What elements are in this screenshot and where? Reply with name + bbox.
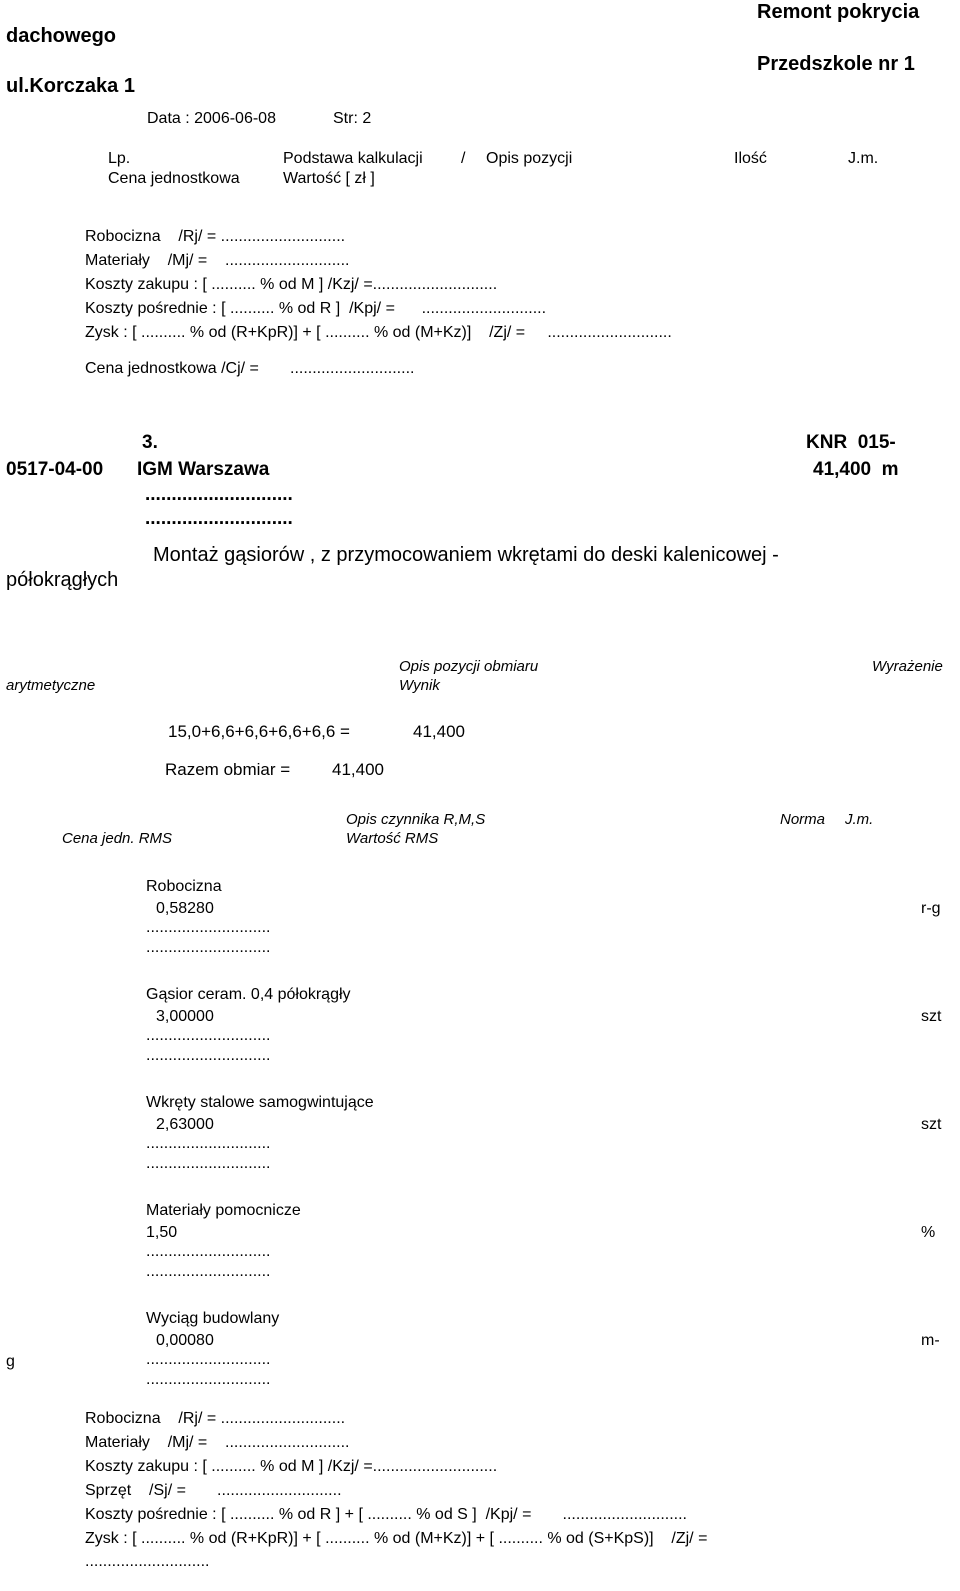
- summary-profit: Zysk : [ .......... % od (R+KpR)] + [ .......... % od (M+Kz)] /Zj/ = ............................: [85, 324, 672, 341]
- rms-item-value: ............................: [146, 1263, 271, 1280]
- measure-total-label: Razem obmiar =: [165, 760, 291, 779]
- rms-item-norm: 3,00000: [156, 1008, 214, 1025]
- rms-item-name: Robocizna: [146, 878, 222, 895]
- col-lp: Lp.: [108, 150, 131, 167]
- document-date: Data : 2006-06-08: [147, 110, 276, 127]
- measure-col-expression: Wyrażenie: [872, 658, 943, 675]
- rms-item-unit: szt: [921, 1008, 942, 1025]
- rms-item-value: ............................: [146, 939, 271, 956]
- col-unit-price: Cena jednostkowa: [108, 170, 240, 187]
- rms-item-unit: %: [921, 1224, 936, 1241]
- measure-col-arithmetic: arytmetyczne: [6, 677, 96, 694]
- measure-col-result: Wynik: [399, 677, 440, 694]
- summary-profit-value: ............................: [85, 1553, 210, 1570]
- summary-profit: Zysk : [ .......... % od (R+KpR)] + [ .......... % od (M+Kz)] + [ .......... % od (S+KpS)] /Zj/ =: [85, 1530, 708, 1547]
- rms-item-unit-price: ............................: [146, 1135, 271, 1152]
- object-name: Przedszkole nr 1: [757, 53, 915, 75]
- measure-expression: 15,0+6,6+6,6+6,6+6,6 =: [168, 722, 350, 741]
- unit-price-line: Cena jednostkowa /Cj/ = ............................: [85, 360, 415, 377]
- rms-col-unit-price: Cena jedn. RMS: [62, 830, 173, 847]
- col-slash: /: [461, 150, 466, 167]
- rms-item-unit-wrap: g: [6, 1353, 15, 1370]
- rms-item-unit: m-: [921, 1332, 940, 1349]
- summary-equipment: Sprzęt /Sj/ = ............................: [85, 1482, 342, 1499]
- position-code: 0517-04-00: [6, 459, 104, 480]
- rms-item-unit: szt: [921, 1116, 942, 1133]
- summary-labor: Robocizna /Rj/ = ............................: [85, 1410, 346, 1427]
- rms-item-unit-price: ............................: [146, 1351, 271, 1368]
- rms-item-name: Materiały pomocnicze: [146, 1202, 301, 1219]
- measure-col-desc: Opis pozycji obmiaru: [399, 658, 539, 675]
- rms-col-unit: J.m.: [845, 811, 874, 828]
- measure-total-value: 41,400: [332, 760, 384, 779]
- summary-labor: Robocizna /Rj/ = ............................: [85, 228, 346, 245]
- investment-name: dachowego: [6, 25, 117, 47]
- investment-address: ul.Korczaka 1: [6, 75, 135, 97]
- position-dots-1: ............................: [145, 484, 293, 505]
- rms-item-unit: r-g: [921, 900, 941, 917]
- measure-expression-result: 41,400: [413, 722, 465, 741]
- rms-item-norm: 2,63000: [156, 1116, 214, 1133]
- rms-item-norm: 1,50: [146, 1224, 178, 1241]
- col-quantity: Ilość: [734, 150, 767, 167]
- rms-item-value: ............................: [146, 1155, 271, 1172]
- rms-item-unit-price: ............................: [146, 1027, 271, 1044]
- job-title: Remont pokrycia: [757, 1, 920, 23]
- rms-col-value: Wartość RMS: [346, 830, 439, 847]
- page-number: Str: 2: [333, 110, 372, 127]
- col-value: Wartość [ zł ]: [283, 170, 375, 187]
- position-dots-2: ............................: [145, 508, 293, 529]
- rms-col-norm: Norma: [780, 811, 826, 828]
- position-description-cont: półokrągłych: [6, 569, 119, 591]
- rms-item-norm: 0,58280: [156, 900, 214, 917]
- rms-item-name: Wyciąg budowlany: [146, 1310, 280, 1327]
- position-number: 3.: [142, 432, 158, 453]
- summary-indirect-costs: Koszty pośrednie : [ .......... % od R ] /Kpj/ = ............................: [85, 300, 547, 317]
- rms-item-value: ............................: [146, 1047, 271, 1064]
- position-description: Montaż gąsiorów , z przymocowaniem wkrętami do deski kalenicowej -: [153, 544, 779, 566]
- summary-purchase-costs: Koszty zakupu : [ .......... % od M ] /Kzj/ =............................: [85, 1458, 498, 1475]
- position-source: IGM Warszawa: [137, 459, 270, 480]
- position-knr: KNR 015-: [806, 432, 896, 453]
- summary-materials: Materiały /Mj/ = ............................: [85, 1434, 350, 1451]
- rms-item-name: Wkręty stalowe samogwintujące: [146, 1094, 374, 1111]
- summary-materials: Materiały /Mj/ = ............................: [85, 252, 350, 269]
- rms-item-value: ............................: [146, 1371, 271, 1388]
- position-quantity: 41,400 m: [813, 459, 899, 480]
- rms-item-norm: 0,00080: [156, 1332, 214, 1349]
- rms-col-desc: Opis czynnika R,M,S: [346, 811, 486, 828]
- rms-item-unit-price: ............................: [146, 919, 271, 936]
- rms-item-name: Gąsior ceram. 0,4 półokrągły: [146, 986, 351, 1003]
- col-unit: J.m.: [848, 150, 879, 167]
- col-basis: Podstawa kalkulacji: [283, 150, 423, 167]
- col-description: Opis pozycji: [486, 150, 573, 167]
- summary-purchase-costs: Koszty zakupu : [ .......... % od M ] /Kzj/ =............................: [85, 276, 498, 293]
- rms-item-unit-price: ............................: [146, 1243, 271, 1260]
- summary-indirect-costs: Koszty pośrednie : [ .......... % od R ] + [ .......... % od S ] /Kpj/ = ............................: [85, 1506, 687, 1523]
